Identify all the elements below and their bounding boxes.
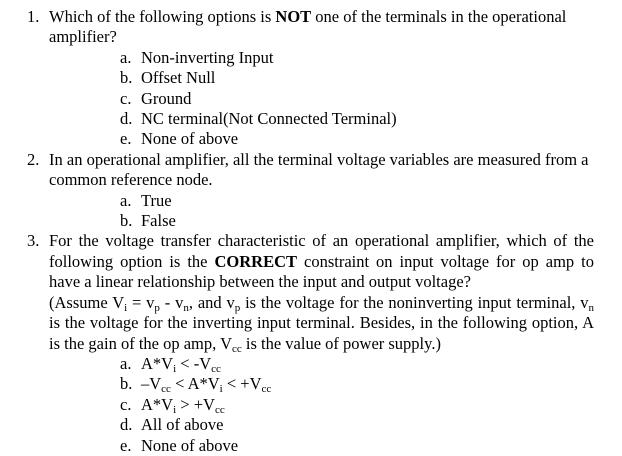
option-text: Ground: [141, 88, 192, 108]
question-number: 2.: [27, 149, 40, 169]
option-label: e.: [120, 435, 132, 455]
option-label: a.: [120, 353, 132, 373]
question-text: In an operational amplifier, all the terminal voltage variables are measured from a common reference node.: [49, 149, 589, 190]
option-text: None of above: [141, 129, 239, 149]
option-label: c.: [120, 88, 132, 108]
question-text: Which of the following options is NOT one of the terminals in the operational amplifier?: [49, 7, 567, 47]
option-label: c.: [120, 394, 132, 414]
question-2: [0, 150, 622, 232]
option: [120, 415, 594, 435]
option-label: d.: [120, 109, 133, 129]
option: [120, 211, 594, 231]
option-text: None of above: [141, 435, 239, 455]
option-list: [49, 191, 594, 232]
option: [120, 48, 594, 68]
option: [120, 129, 594, 149]
option-text: $A*V_i > +V_{cc}$: [141, 394, 225, 416]
option-text: False: [141, 211, 176, 231]
option-label: e.: [120, 129, 132, 149]
document: [0, 7, 622, 456]
question-number: 3.: [27, 231, 40, 251]
option-label: b.: [120, 211, 133, 231]
option: [120, 89, 594, 109]
option-text: Non-inverting Input: [141, 47, 274, 67]
option-text: True: [141, 190, 172, 210]
option-label: a.: [120, 190, 132, 210]
option-label: d.: [120, 415, 133, 435]
option-text: NC terminal(Not Connected Terminal): [141, 109, 397, 129]
question-text: For the voltage transfer characteristic of an operational amplifier, which of the following option is the CORRECT constraint on input voltage for op amp to have a linear relationship between the input and output voltage? (Assume $V_i = v_p - v_n$, and $v_p$ is the voltage for the noninverting input terminal, $v_n$ is the voltage for the inverting input terminal. Besides, in the following option, A is the gain of the op amp, $V_{cc}$ is the value of power supply.): [49, 231, 595, 355]
option: [120, 109, 594, 129]
option-label: b.: [120, 68, 133, 88]
option-label: a.: [120, 47, 132, 67]
option-text: All of above: [141, 415, 224, 435]
option: [120, 191, 594, 211]
question-number: 1.: [27, 7, 40, 26]
option-list: [49, 354, 594, 456]
question-3: [0, 231, 622, 455]
option: [120, 354, 594, 374]
option: [120, 374, 594, 394]
option-list: [49, 48, 594, 150]
option-text: $-V_{cc} < A*V_i < +V_{cc}$: [141, 374, 272, 396]
option-text: Offset Null: [141, 68, 216, 88]
option: [120, 395, 594, 415]
option: [120, 68, 594, 88]
question-1: [0, 7, 622, 150]
option-label: b.: [120, 374, 133, 394]
option: [120, 436, 594, 456]
option-text: $A*V_i < -V_{cc}$: [141, 353, 221, 375]
